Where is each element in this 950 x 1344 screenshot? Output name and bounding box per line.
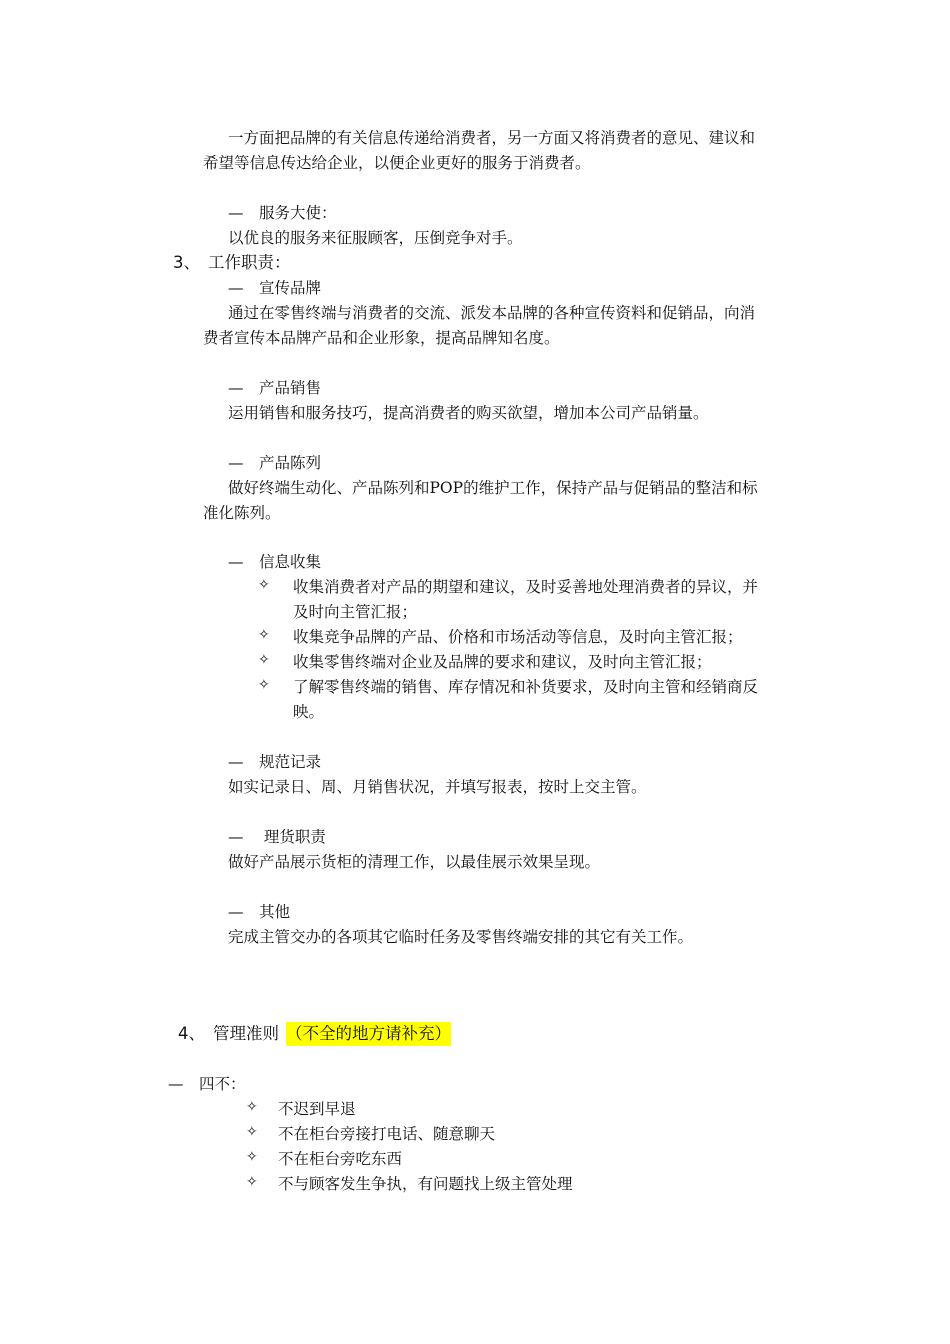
bullet-diamond-icon: ✧ [258, 627, 270, 643]
list-item: 映。 [293, 703, 325, 721]
paragraph-line: 一方面把品牌的有关信息传递给消费者，另一方面又将消费者的意见、建议和 [228, 129, 756, 147]
section-title: 工作职责： [208, 253, 291, 272]
subheading-goods: — 理货职责 [228, 828, 326, 846]
bullet-diamond-icon: ✧ [246, 1099, 258, 1115]
subheading-display: — 产品陈列 [228, 454, 322, 472]
paragraph-line: 完成主管交办的各项其它临时任务及零售终端安排的其它有关工作。 [228, 928, 694, 946]
bullet-diamond-icon: ✧ [258, 577, 270, 593]
list-item: 收集竞争品牌的产品、价格和市场活动等信息，及时向主管汇报； [293, 628, 743, 646]
subheading-other: — 其他 [228, 903, 291, 921]
paragraph-line: 以优良的服务来征服顾客，压倒竞争对手。 [228, 229, 523, 247]
subheading-record: — 规范记录 [228, 753, 322, 771]
section-number: 3、 [173, 253, 200, 272]
section-title: 管理准则 [213, 1024, 279, 1043]
rule-item: 不在柜台旁吃东西 [278, 1150, 403, 1168]
subheading-sales: — 产品销售 [228, 379, 322, 397]
paragraph-line: 做好终端生动化、产品陈列和POP的维护工作，保持产品与促销品的整洁和标 [228, 479, 758, 497]
highlight-note: （不全的地方请补充） [286, 1022, 451, 1046]
list-item: 了解零售终端的销售、库存情况和补货要求，及时向主管和经销商反 [293, 678, 759, 696]
subheading-service: — 服务大使： [228, 204, 337, 222]
list-item: 收集消费者对产品的期望和建议，及时妥善地处理消费者的异议，并 [293, 578, 759, 596]
bullet-diamond-icon: ✧ [246, 1124, 258, 1140]
paragraph-line: 希望等信息传达给企业，以便企业更好的服务于消费者。 [203, 154, 591, 172]
paragraph-line: 做好产品展示货柜的清理工作，以最佳展示效果呈现。 [228, 853, 601, 871]
bullet-diamond-icon: ✧ [258, 677, 270, 693]
list-item: 及时向主管汇报； [293, 603, 418, 621]
paragraph-line: 通过在零售终端与消费者的交流、派发本品牌的各种宣传资料和促销品，向消 [228, 304, 756, 322]
rule-item: 不迟到早退 [278, 1100, 356, 1118]
subheading-info: — 信息收集 [228, 553, 322, 571]
subheading-promo: — 宣传品牌 [228, 279, 322, 297]
bullet-diamond-icon: ✧ [246, 1149, 258, 1165]
bullet-diamond-icon: ✧ [258, 652, 270, 668]
list-item: 收集零售终端对企业及品牌的要求和建议，及时向主管汇报； [293, 653, 712, 671]
bullet-diamond-icon: ✧ [246, 1174, 258, 1190]
section-number: 4、 [178, 1024, 205, 1043]
paragraph-line: 费者宣传本品牌产品和企业形象，提高品牌知名度。 [203, 329, 560, 347]
paragraph-line: 准化陈列。 [203, 504, 281, 522]
paragraph-line: 如实记录日、周、月销售状况，并填写报表，按时上交主管。 [228, 778, 647, 796]
rule-item: 不与顾客发生争执，有问题找上级主管处理 [278, 1175, 573, 1193]
subheading-rules: — 四不： [168, 1075, 246, 1093]
rule-item: 不在柜台旁接打电话、随意聊天 [278, 1125, 496, 1143]
paragraph-line: 运用销售和服务技巧，提高消费者的购买欲望，增加本公司产品销量。 [228, 404, 709, 422]
